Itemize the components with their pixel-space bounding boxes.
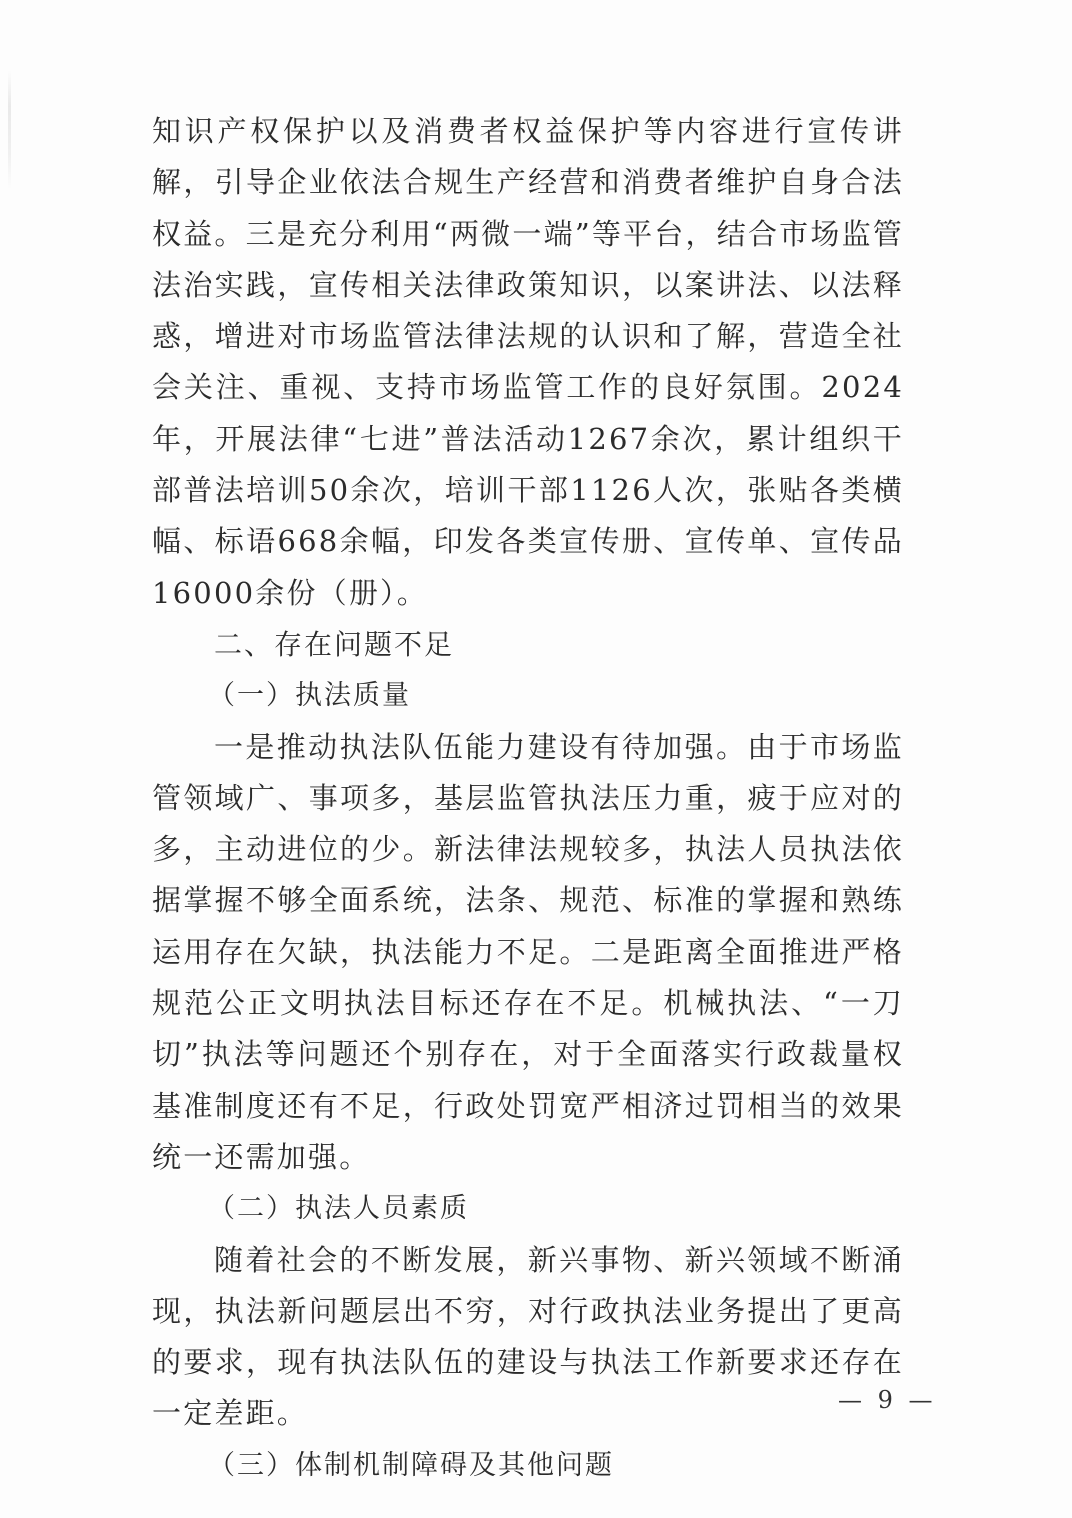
body-paragraph-continued: 知识产权保护以及消费者权益保护等内容进行宣传讲解，引导企业依法合规生产经营和消费者维护自身合法权益。三是充分利用“两微一端”等平台，结合市场监管法治实践，宣传相关法律政策知识，以案讲法、以法释惑，增进对市场监管法律法规的认识和了解，营造全社会关注、重视、支持市场监管工作的良好氛围。2024年，开展法律“七进”普法活动1267余次，累计组织干部普法培训50余次，培训干部1126人次，张贴各类横幅、标语668余幅，印发各类宣传册、宣传单、宣传品16000余份（册）。 — [152, 114, 904, 610]
scan-edge-shadow — [8, 70, 11, 190]
subsection-heading-institutional-obstacles: （三）体制机制障碍及其他问题 — [208, 1449, 614, 1481]
body-paragraph-personnel-quality: 随着社会的不断发展，新兴事物、新兴领域不断涌现，执法新问题层出不穷，对行政执法业务提出了更高的要求，现有执法队伍的建设与执法工作新要求还存在一定差距。 — [152, 1242, 904, 1431]
section-heading-problems: 二、存在问题不足 — [214, 627, 455, 661]
subsection-heading-enforcement-quality: （一）执法质量 — [208, 680, 411, 712]
body-paragraph-enforcement-quality: 一是推动执法队伍能力建设有待加强。由于市场监管领域广、事项多，基层监管执法压力重，疲于应对的多，主动进位的少。新法律法规较多，执法人员执法依据掌握不够全面系统，法条、规范、标准的掌握和熟练运用存在欠缺，执法能力不足。二是距离全面推进严格规范公正文明执法目标还存在不足。机械执法、“一刀切”执法等问题还个别存在，对于全面落实行政裁量权基准制度还有不足，行政处罚宽严相济过罚相当的效果统一还需加强。 — [152, 729, 904, 1174]
document-body — [152, 106, 904, 1491]
subsection-heading-personnel-quality: （二）执法人员素质 — [208, 1193, 469, 1225]
page-number: — 9 — — [838, 1386, 937, 1414]
